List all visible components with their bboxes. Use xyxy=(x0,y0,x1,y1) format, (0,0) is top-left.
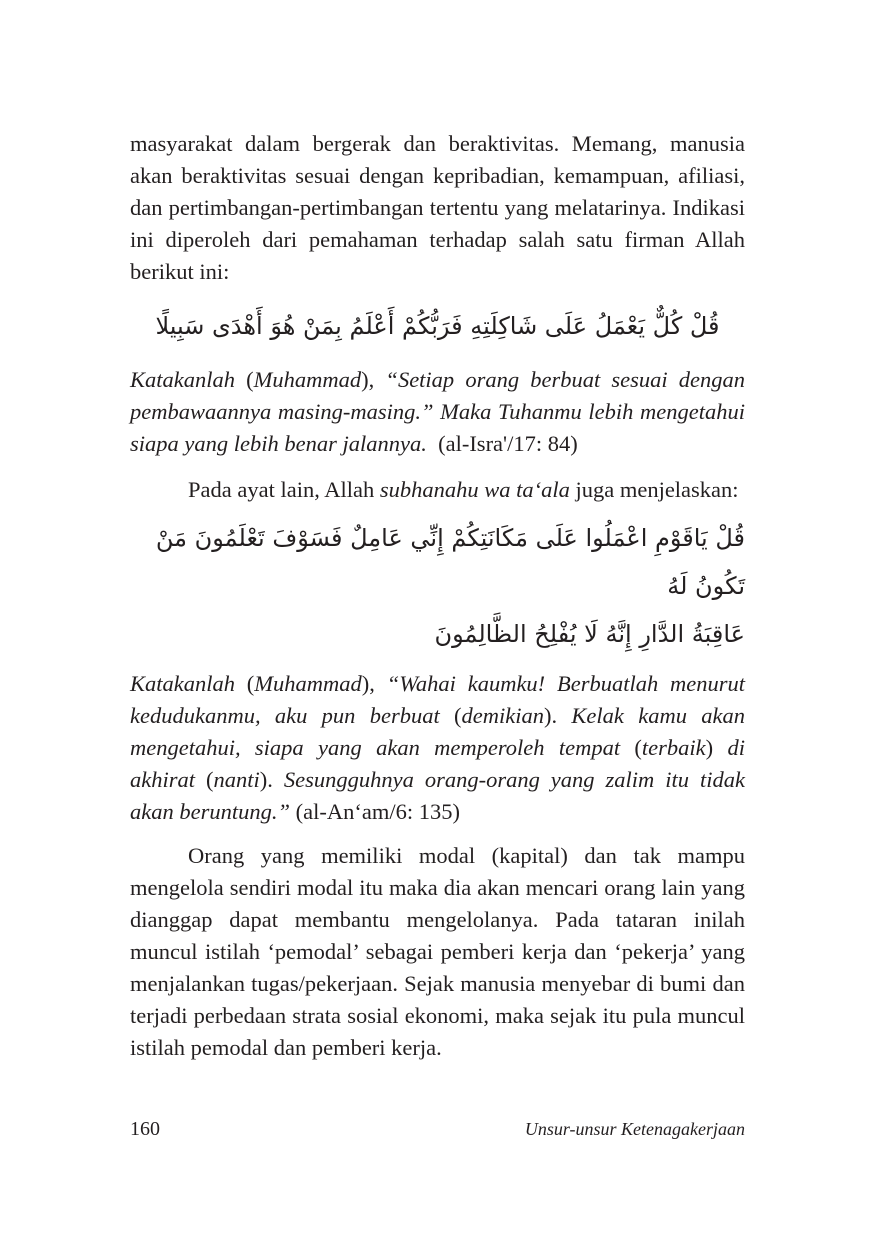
translation-text: Sesungguhnya orang-orang yang zalim itu tidak akan beruntung.” xyxy=(130,767,745,824)
translation-text: Katakanlah xyxy=(130,671,247,696)
bracket-close: ), xyxy=(361,671,375,696)
arabic-line: قُلْ يَاقَوْمِ اعْمَلُوا عَلَى مَكَانَتِكُمْ إِنِّي عَامِلٌ فَسَوْفَ تَعْلَمُونَ مَنْ تَكُونُ لَهُ xyxy=(155,524,745,600)
page-number: 160 xyxy=(130,1118,160,1140)
page-body xyxy=(130,128,745,1064)
verse-reference: (al-Isra'/17: 84) xyxy=(438,431,578,456)
bracket-open: ( xyxy=(246,671,255,696)
bracket-open: ( xyxy=(634,735,642,760)
bracket-close: ). xyxy=(544,703,558,728)
translation-text: Muhammad xyxy=(254,671,362,696)
translation-text: terbaik xyxy=(641,735,706,760)
verse-reference: (al-An‘am/6: 135) xyxy=(295,799,460,824)
paragraph-intro: masyarakat dalam bergerak dan beraktivitas. Memang, manusia akan beraktivitas sesuai dengan kepribadian, kemampuan, afiliasi, dan pertimbangan-pertimbangan tertentu yang melatarinya. Indikasi ini diperoleh dari pemahaman terhadap salah satu firman Allah berikut ini: xyxy=(130,131,745,284)
arabic-line: عَاقِبَةُ الدَّارِ إِنَّهُ لَا يُفْلِحُ الظَّالِمُونَ xyxy=(434,620,745,648)
translation-isra xyxy=(130,364,745,460)
bracket-close: ), xyxy=(361,367,375,392)
paragraph-italic-text: subhanahu wa ta‘ala xyxy=(379,477,570,502)
translation-text: Katakanlah xyxy=(130,367,247,392)
paragraph-text: juga menjelaskan: xyxy=(569,477,739,502)
bracket-close: ). xyxy=(259,767,273,792)
paragraph-transition xyxy=(130,474,745,506)
bracket-open: ( xyxy=(454,703,462,728)
bracket-open: ( xyxy=(205,767,214,792)
translation-text: di akhirat xyxy=(130,735,745,792)
bracket-open: ( xyxy=(246,367,254,392)
arabic-verse-anam xyxy=(130,514,745,658)
translation-text: Muhammad xyxy=(253,367,362,392)
paragraph-text: Pada ayat lain, Allah xyxy=(188,477,380,502)
translation-text: “Wahai kaumku! Berbuatlah menurut kedudukanmu, aku pun berbuat xyxy=(130,671,745,728)
translation-anam xyxy=(130,668,745,828)
running-title: Unsur-unsur Ketenagakerjaan xyxy=(524,1119,745,1139)
translation-text: demikian xyxy=(461,703,544,728)
translation-text: nanti xyxy=(213,767,260,792)
page-footer xyxy=(130,1118,745,1141)
translation-text: “Setiap orang berbuat sesuai dengan pembawaannya masing-masing.” Maka Tuhanmu lebih mengetahui siapa yang lebih benar jalannya. xyxy=(130,367,745,456)
paragraph-capital: Orang yang memiliki modal (kapital) dan tak mampu mengelola sendiri modal itu maka dia akan mencari orang lain yang dianggap dapat membantu mengelolanya. Pada tataran inilah muncul istilah ‘pemodal’ sebagai pemberi kerja dan ‘pekerja’ yang menjalankan tugas/pekerjaan. Sejak manusia menyebar di bumi dan terjadi perbedaan strata sosial ekonomi, maka sejak itu pula muncul istilah pemodal dan pemberi kerja. xyxy=(130,843,745,1060)
arabic-verse-isra: قُلْ كُلٌّ يَعْمَلُ عَلَى شَاكِلَتِهِ فَرَبُّكُمْ أَعْلَمُ بِمَنْ هُوَ أَهْدَى سَبِيلًا xyxy=(155,312,720,340)
translation-text: Kelak kamu akan mengetahui, siapa yang akan memperoleh tempat xyxy=(130,703,745,760)
bracket-close: ) xyxy=(705,735,714,760)
